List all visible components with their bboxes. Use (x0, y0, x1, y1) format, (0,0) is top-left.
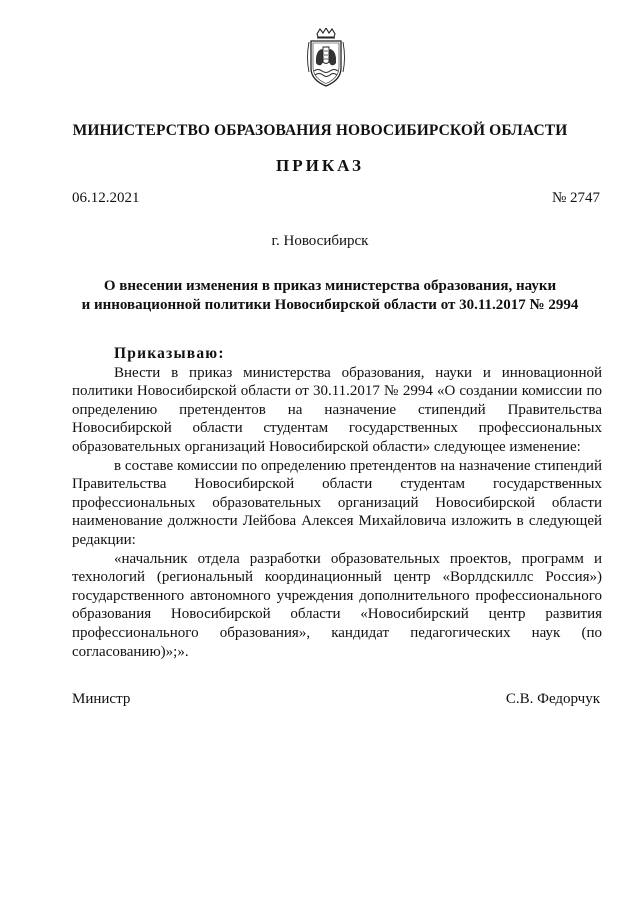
ministry-title: МИНИСТЕРСТВО ОБРАЗОВАНИЯ НОВОСИБИРСКОЙ ОБЛАСТИ (72, 122, 568, 139)
subject-line-2: и инновационной политики Новосибирской области от 30.11.2017 № 2994 (81, 297, 579, 313)
signatory-role: Министр (72, 691, 131, 707)
body-paragraph-2: в составе комиссии по определению претендентов на назначение стипендий Правительства Новосибирской области студентам государственных профессиональных образовательных организаций Новосибирской области наименование должности Лейбова Алексея Михайловича изложить в следующей редакции: (72, 457, 602, 548)
order-verb: Приказываю: (114, 345, 225, 362)
document-type-title: ПРИКАЗ (276, 156, 364, 175)
novosibirsk-coat-of-arms-icon (303, 28, 349, 90)
document-city: г. Новосибирск (271, 233, 369, 249)
document-number: № 2747 (551, 190, 600, 206)
body-paragraph-1: Внести в приказ министерства образования, науки и инновационной политики Новосибирской области от 30.11.2017 № 2994 «О создании комиссии по определению претендентов на назначение стипендий Правительства Новосибирской области студентам государственных профессиональных образовательных организаций Новосибирской области» следующее изменение: (72, 364, 602, 455)
body-paragraph-3: «начальник отдела разработки образовательных проектов, программ и технологий (региональный координационный центр «Ворлдскиллс Россия») государственного автономного учреждения дополнительного профессионального образования Новосибирской области «Новосибирский центр развития профессионального образования», кандидат педагогических наук (по согласованию)»;». (72, 550, 602, 660)
subject-line-1: О внесении изменения в приказ министерства образования, науки (103, 278, 557, 294)
signatory-name: С.В. Федорчук (505, 691, 600, 707)
document-body (72, 345, 602, 661)
document-subject (60, 277, 600, 315)
document-date: 06.12.2021 (72, 190, 140, 206)
